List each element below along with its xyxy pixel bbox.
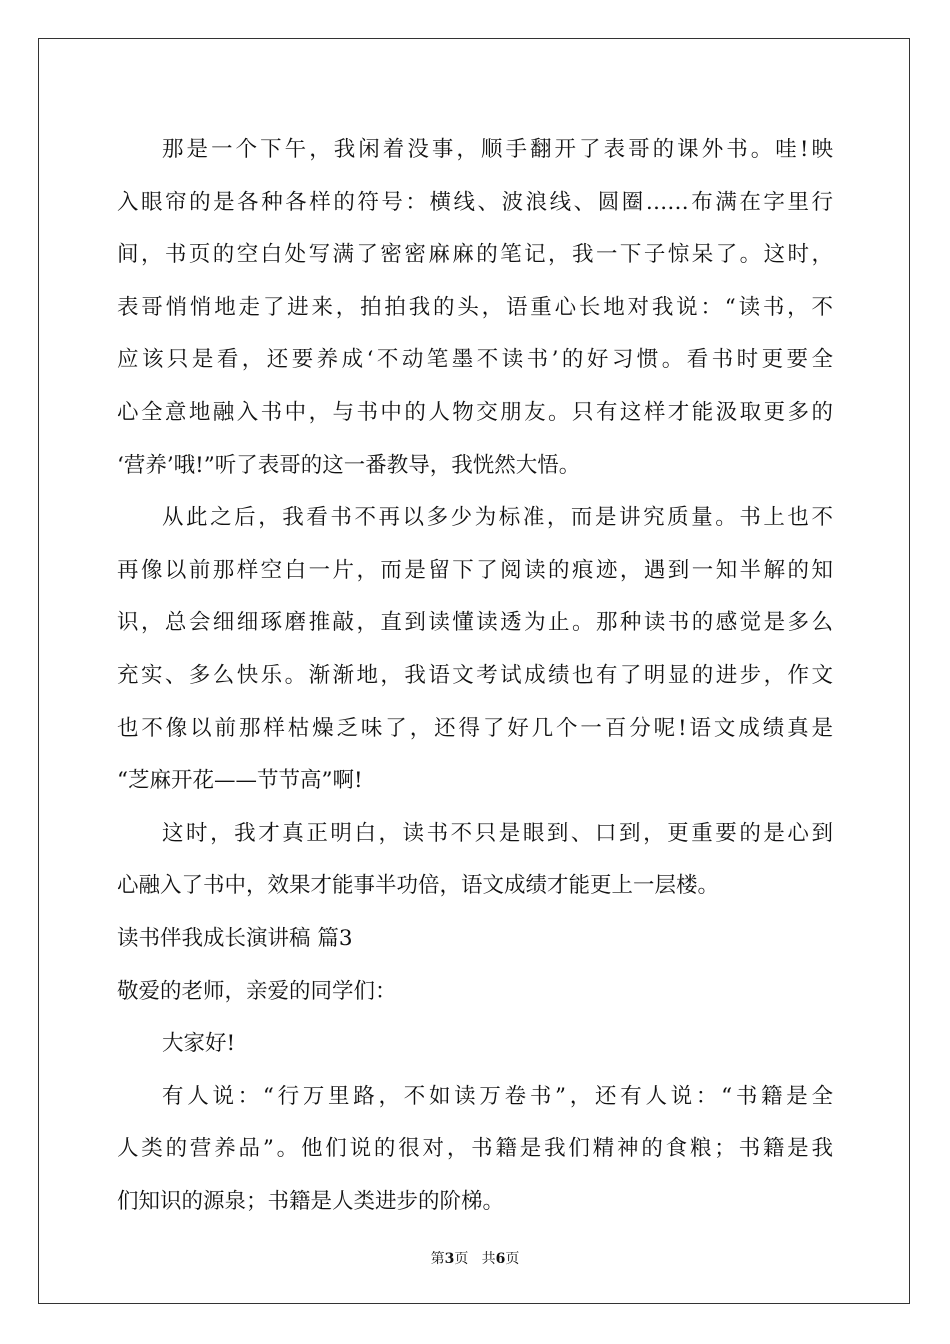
total-prefix: 共 [481,1251,496,1267]
text-line: 表哥悄悄地走了进来，拍拍我的头，语重心长地对我说：“读书，不 [117,294,833,320]
paragraph-3 [117,808,833,913]
text-line: 那是一个下午，我闲着没事，顺手翻开了表哥的课外书。哇!映 [162,137,833,162]
text-line: 心融入了书中，效果才能事半功倍，语文成绩才能更上一层楼。 [117,873,720,899]
page-prefix: 第 [430,1251,445,1267]
text-line: 人类的营养品”。他们说的很对，书籍是我们精神的食粮；书籍是我 [117,1136,833,1162]
text-line: 入眼帘的是各种各样的符号：横线、波浪线、圆圈……布满在字里行 [117,189,833,215]
text-line: 们知识的源泉；书籍是人类进步的阶梯。 [117,1188,505,1214]
page-suffix: 页 [454,1251,469,1267]
text-line: 识，总会细细琢磨推敲，直到读懂读透为止。那种读书的感觉是多么 [117,610,833,636]
current-page-number: 3 [444,1251,455,1267]
text-line: 再像以前那样空白一片，而是留下了阅读的痕迹，遇到一知半解的知 [117,557,833,583]
text-line: 有人说：“行万里路，不如读万卷书”，还有人说：“书籍是全 [162,1083,833,1109]
total-pages-number: 6 [495,1251,506,1267]
salutation: 敬爱的老师，亲爱的同学们： [117,978,397,1004]
text-line: 心全意地融入书中，与书中的人物交朋友。只有这样才能汲取更多的 [117,399,833,425]
greeting: 大家好! [162,1031,236,1057]
page-footer [0,1248,950,1268]
text-line: “芝麻开花——节节高”啊! [117,768,363,794]
text-line: 也不像以前那样枯燥乏味了，还得了好几个一百分呢!语文成绩真是 [117,715,833,741]
paragraph-1 [117,124,833,492]
text-line: 间，书页的空白处写满了密密麻麻的笔记，我一下子惊呆了。这时， [117,242,833,268]
paragraph-2 [117,492,833,808]
text-line: ‘营养’哦!”听了表哥的这一番教导，我恍然大悟。 [117,452,581,478]
section-heading: 读书伴我成长演讲稿 篇3 [117,925,353,951]
text-line: 从此之后，我看书不再以多少为标准，而是讲究质量。书上也不 [162,505,833,531]
document-body [117,124,833,1228]
text-line: 充实、多么快乐。渐渐地，我语文考试成绩也有了明显的进步，作文 [117,662,833,688]
text-line: 这时，我才真正明白，读书不只是眼到、口到，更重要的是心到 [162,820,833,846]
paragraph-4 [117,1071,833,1229]
total-suffix: 页 [505,1251,520,1267]
text-line: 应该只是看，还要养成‘不动笔墨不读书’的好习惯。看书时更要全 [117,347,833,373]
